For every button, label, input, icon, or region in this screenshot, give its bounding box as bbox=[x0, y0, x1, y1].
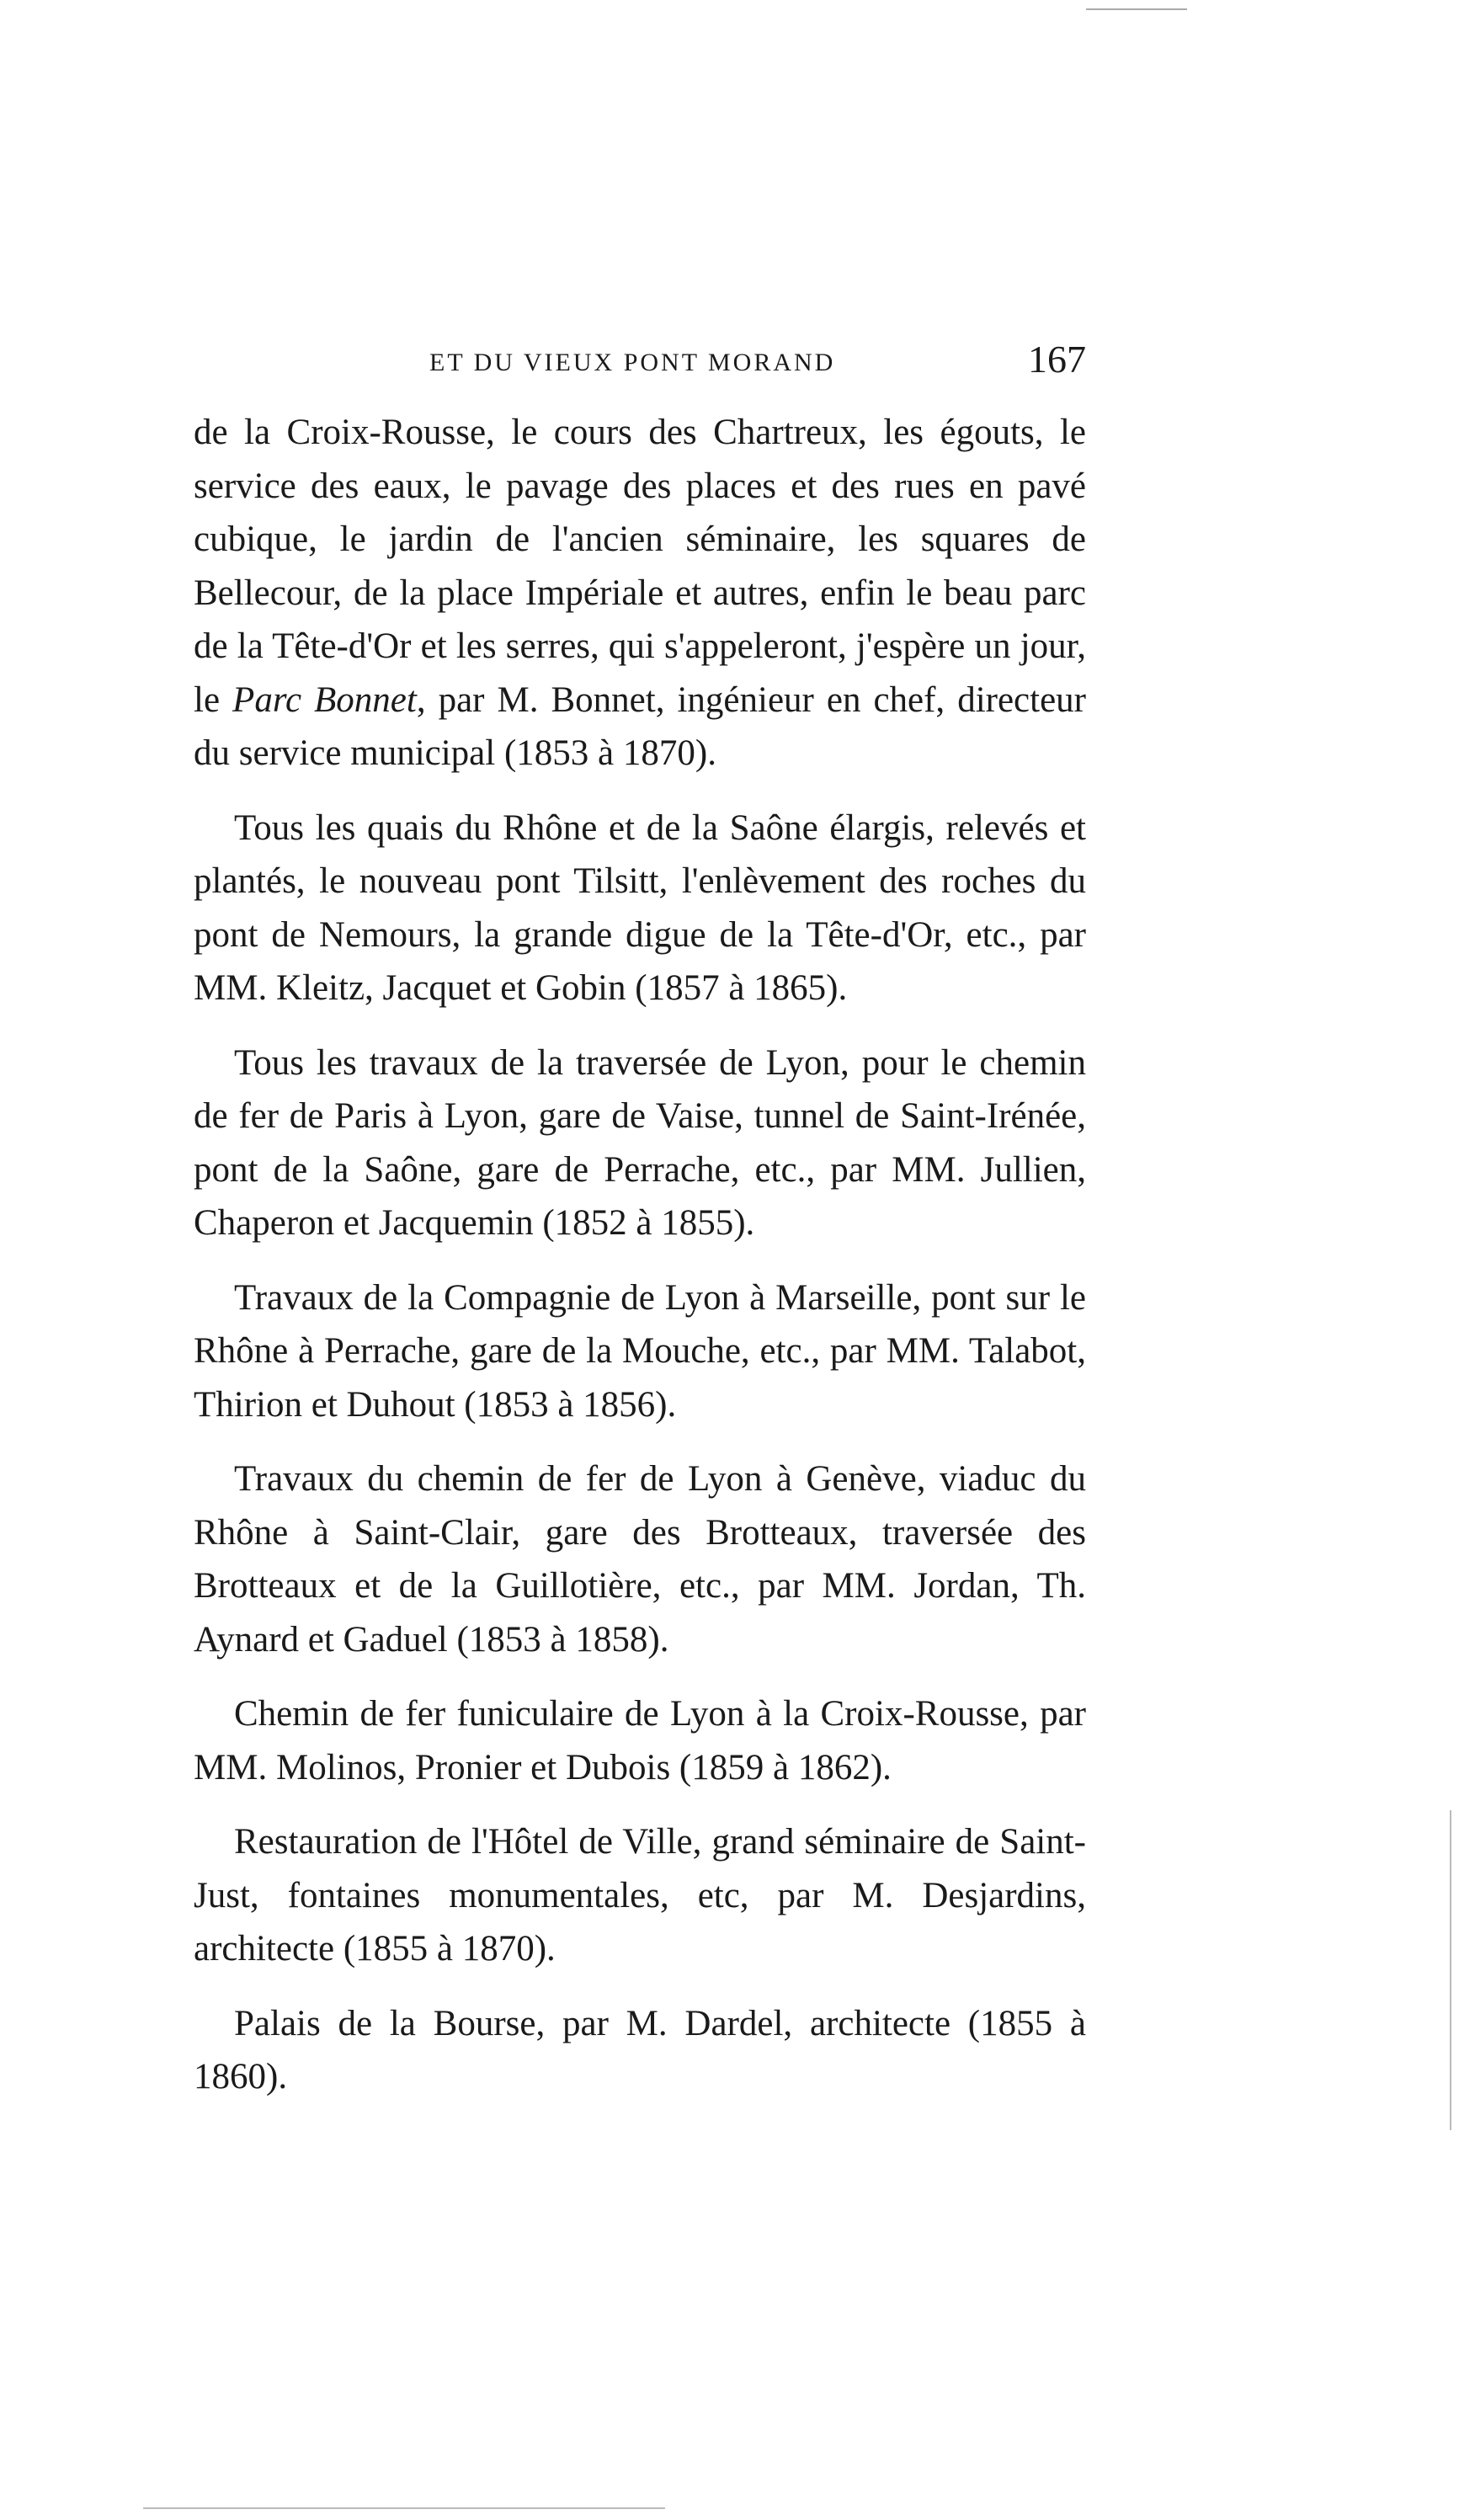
paragraph-text: , par M. Bonnet, ingénieur en chef, directeur du service municipal (1853 à 1870). bbox=[194, 679, 1086, 773]
body-text bbox=[194, 406, 1086, 2104]
paragraph-text: de la Croix-Rousse, le cours des Chartreux, les égouts, le service des eaux, le pavage des places et des rues en pavé cubique, le jardin de l'ancien séminaire, les squares de Bellecour, de la place Impériale et autres, enfin le beau parc de la Tête-d'Or et les serres, qui s'appeleront, j'espère un jour, le bbox=[194, 413, 1086, 720]
paragraph: Travaux de la Compagnie de Lyon à Marseille, pont sur le Rhône à Perrache, gare de la Mouche, etc., par MM. Talabot, Thirion et Duhout (1853 à 1856). bbox=[194, 1277, 1086, 1425]
paragraph: Palais de la Bourse, par M. Dardel, architecte (1855 à 1860). bbox=[194, 2003, 1086, 2096]
italic-park-name: Parc Bonnet bbox=[232, 679, 417, 720]
scan-edge-mark-top bbox=[1086, 8, 1187, 10]
scan-edge-mark-right bbox=[1450, 1810, 1451, 2130]
paragraph: Restauration de l'Hôtel de Ville, grand séminaire de Saint-Just, fontaines monumentales, etc, par M. Desjardins, architecte (1855 à 1870). bbox=[194, 1822, 1086, 1969]
paragraph: Tous les quais du Rhône et de la Saône élargis, relevés et plantés, le nouveau pont Tilsitt, l'enlèvement des roches du pont de Nemours, la grande digue de la Tête-d'Or, etc., par MM. Kleitz, Jacquet et Gobin (1857 à 1865). bbox=[194, 807, 1086, 1008]
paragraph: Chemin de fer funiculaire de Lyon à la Croix-Rousse, par MM. Molinos, Pronier et Dubois (1859 à 1862). bbox=[194, 1694, 1086, 1787]
running-head bbox=[194, 337, 1086, 387]
paragraph: Travaux du chemin de fer de Lyon à Genève, viaduc du Rhône à Saint-Clair, gare des Brotteaux, traversée des Brotteaux et de la Guillotière, etc., par MM. Jordan, Th. Aynard et Gaduel (1853 à 1858). bbox=[194, 1459, 1086, 1660]
running-title: ET DU VIEUX PONT MORAND bbox=[429, 349, 836, 376]
paragraph-continued bbox=[194, 406, 1086, 781]
page-number: 167 bbox=[1028, 338, 1086, 381]
scan-edge-mark-bottom bbox=[143, 2507, 665, 2509]
paragraph: Tous les travaux de la traversée de Lyon, pour le chemin de fer de Paris à Lyon, gare de Vaise, tunnel de Saint-Irénée, pont de la Saône, gare de Perrache, etc., par MM. Jullien, Chaperon et Jacquemin (1852 à 1855). bbox=[194, 1042, 1086, 1243]
